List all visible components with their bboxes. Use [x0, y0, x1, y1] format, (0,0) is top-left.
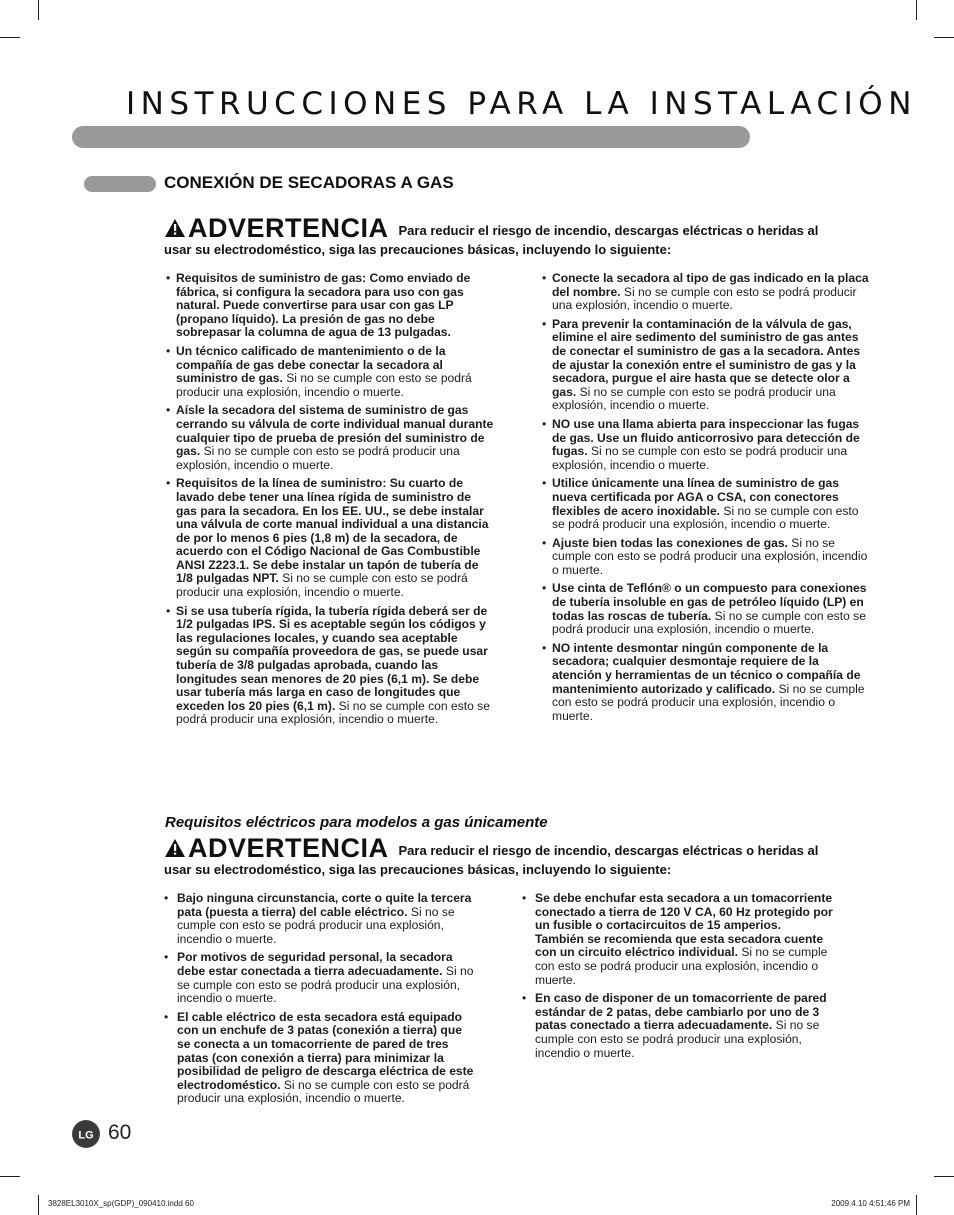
list-item [163, 1011, 475, 1106]
item-emphasis: Ajuste bien todas las conexiones de gas. [552, 535, 788, 550]
gas-requirements-right [541, 272, 871, 728]
list-item [541, 477, 871, 531]
list-item [165, 605, 495, 727]
item-consequence: Si no se cumple con esto se podrá producir una explosión, incendio o muerte. [177, 963, 474, 1006]
item-emphasis: Conecte la secadora al tipo de gas indicado en la placa del nombre. [552, 271, 869, 299]
crop-mark [934, 1176, 954, 1177]
lg-logo [72, 1120, 100, 1148]
warning-icon [164, 218, 186, 242]
print-timestamp: 2009.4.10 4:51:46 PM [831, 1199, 910, 1208]
item-consequence: Si no se cumple con esto se podrá producir una explosión, incendio o muerte. [535, 1018, 820, 1060]
item-consequence: Si no se cumple con esto se podrá producir una explosión, incendio o muerte. [177, 904, 455, 946]
item-consequence: Si no se cumple con esto se podrá producir una explosión, incendio o muerte. [535, 945, 828, 987]
list-item [541, 418, 871, 472]
item-emphasis: Utilice únicamente una línea de suministro de gas nueva certificada por AGA o CSA, con conectores flexibles de acero inoxidable. [552, 476, 839, 518]
item-consequence: Si no se cumple con esto se podrá producir una explosión, incendio o muerte. [552, 535, 868, 577]
section-marker [84, 176, 156, 192]
item-emphasis: Requisitos de la línea de suministro: Su cuarto de lavado debe tener una línea rígida de suministro de gas para la secadora. En los EE. UU., se debe instalar una válvula de corte manual individual a una distancia de por lo menos 6 pies (1,8 m) de la secadora, de acuerdo con el Código Nacional de Gas Combustible ANSI Z223.1. Se debe instalar un tapón de tubería de 1/8 pulgadas NPT. [176, 476, 489, 586]
list-item [165, 272, 495, 340]
item-emphasis: Bajo ninguna circunstancia, corte o quite la tercera pata (puesta a tierra) del cable eléctrico. [177, 891, 472, 919]
item-emphasis: En caso de disponer de un tomacorriente de pared estándar de 2 patas, debe cambiarlo por uno de 3 patas conectado a tierra adecuadamente. [535, 991, 827, 1033]
warning-label: ADVERTENCIA [188, 213, 389, 243]
list-item [541, 537, 871, 578]
list-item [163, 892, 475, 946]
warning-icon [164, 838, 186, 862]
item-consequence: Si no se cumple con esto se podrá producir una explosión, incendio o muerte. [176, 444, 460, 472]
item-emphasis: Un técnico calificado de mantenimiento o de la compañía de gas debe conectar la secadora al suministro de gas. [176, 343, 446, 386]
item-emphasis: El cable eléctrico de esta secadora está equipado con un enchufe de 3 patas (conexión a tierra) que se conecta a un tomacorriente de pared de tres patas (con conexión a tierra) para minimizar la posibilidad de peligro de descarga eléctrica de este electrodoméstico. [177, 1009, 474, 1092]
item-consequence: Si no se cumple con esto se podrá producir una explosión, incendio o muerte. [552, 608, 866, 637]
crop-mark [934, 37, 954, 38]
svg-text:LG: LG [78, 1129, 94, 1142]
item-consequence: Si no se cumple con esto se podrá producir una explosión, incendio o muerte. [552, 503, 859, 532]
item-emphasis: Requisitos de suministro de gas: Como enviado de fábrica, si configura la secadora para uso con gas natural. Puede convertirse para usar con gas LP (propano líquido). La presión de gas no debe sobrepasar la columna de agua de 13 pulgadas. [176, 271, 471, 340]
list-item [541, 272, 871, 313]
electric-requirements-left [163, 892, 475, 1111]
page-number: 60 [108, 1121, 132, 1144]
page-title: INSTRUCCIONES PARA LA INSTALACIÓN [126, 86, 917, 122]
list-item [541, 642, 871, 724]
list-item [521, 892, 833, 987]
crop-mark [916, 1195, 917, 1215]
list-item [541, 318, 871, 413]
item-emphasis: NO use una llama abierta para inspeccionar las fugas de gas. Use un fluido anticorrosivo para detección de fugas. [552, 416, 860, 459]
file-name: 3828EL3010X_sp(GDP)_090410.indd 60 [48, 1199, 194, 1208]
warning-text: Para reducir el riesgo de incendio, descargas eléctricas o heridas al usar su electrodoméstico, siga las precauciones básicas, incluyendo lo siguiente: [164, 223, 819, 257]
crop-mark [38, 1195, 39, 1215]
list-item [541, 582, 871, 636]
item-consequence: Si no se cumple con esto se podrá producir una explosión, incendio o muerte. [176, 371, 472, 399]
list-item [163, 951, 475, 1005]
item-emphasis: Aísle la secadora del sistema de suministro de gas cerrando su válvula de corte individual manual durante cualquier tipo de prueba de presión del suministro de gas. [176, 403, 494, 459]
crop-mark [0, 37, 20, 38]
electric-requirements-right [521, 892, 833, 1065]
item-consequence: Si no se cumple con esto se podrá producir una explosión, incendio o muerte. [552, 284, 857, 313]
gas-requirements-left [165, 272, 495, 732]
list-item [165, 345, 495, 399]
crop-mark [916, 0, 917, 20]
warning-text: Para reducir el riesgo de incendio, descargas eléctricas o heridas al usar su electrodoméstico, siga las precauciones básicas, incluyendo lo siguiente: [164, 843, 819, 877]
item-consequence: Si no se cumple con esto se podrá producir una explosión, incendio o muerte. [176, 698, 490, 727]
warning-label: ADVERTENCIA [188, 833, 389, 863]
item-consequence: Si no se cumple con esto se podrá producir una explosión, incendio o muerte. [552, 384, 836, 413]
warning-block [164, 833, 824, 878]
item-consequence: Si no se cumple con esto se podrá producir una explosión, incendio o muerte. [176, 571, 468, 600]
list-item [521, 992, 833, 1060]
item-emphasis: Si se usa tubería rígida, la tubería rígida deberá ser de 1/2 pulgadas IPS. Si es aceptable según los códigos y las regulaciones locales, y cuando sea aceptable según su compañía proveedora de gas, se puede usar tubería de 3/8 pulgadas aprobada, cuando las longitudes sean menores de 20 pies (6,1 m). Se debe usar tubería más larga en caso de longitudes que exceden los 20 pies (6,1 m). [176, 603, 488, 713]
list-item [165, 477, 495, 599]
warning-block [164, 213, 824, 258]
electric-subtitle: Requisitos eléctricos para modelos a gas únicamente [165, 814, 548, 831]
list-item [165, 404, 495, 472]
item-consequence: Si no se cumple con esto se podrá producir una explosión, incendio o muerte. [552, 681, 865, 723]
item-emphasis: Se debe enchufar esta secadora a un tomacorriente conectado a tierra de 120 V CA, 60 Hz protegido por un fusible o cortacircuitos de 15 amperios. También se recomienda que esta secadora cuente con un circuito eléctrico individual. [535, 891, 833, 960]
item-emphasis: Por motivos de seguridad personal, la secadora debe estar conectada a tierra adecuadamente. [177, 950, 453, 978]
section-title: CONEXIÓN DE SECADORAS A GAS [164, 173, 454, 192]
item-emphasis: Para prevenir la contaminación de la válvula de gas, elimine el aire sedimento del suministro de gas antes de conectar el suministro de gas a la secadora. Antes de ajustar la conexión entre el suministro de gas y la secadora, purgue el aire hasta que se detecte olor a gas. [552, 316, 861, 399]
item-emphasis: Use cinta de Teflón® o un compuesto para conexiones de tubería insoluble en gas de petróleo líquido (LP) en todas las roscas de tubería. [552, 581, 867, 623]
item-emphasis: NO intente desmontar ningún componente de la secadora; cualquier desmontaje requiere de la atención y herramientas de un técnico o compañía de mantenimiento autorizado y calificado. [552, 640, 861, 696]
crop-mark [0, 1176, 20, 1177]
title-bar [72, 126, 750, 148]
item-consequence: Si no se cumple con esto se podrá producir una explosión, incendio o muerte. [177, 1077, 470, 1106]
crop-mark [38, 0, 39, 20]
item-consequence: Si no se cumple con esto se podrá producir una explosión, incendio o muerte. [552, 444, 848, 472]
